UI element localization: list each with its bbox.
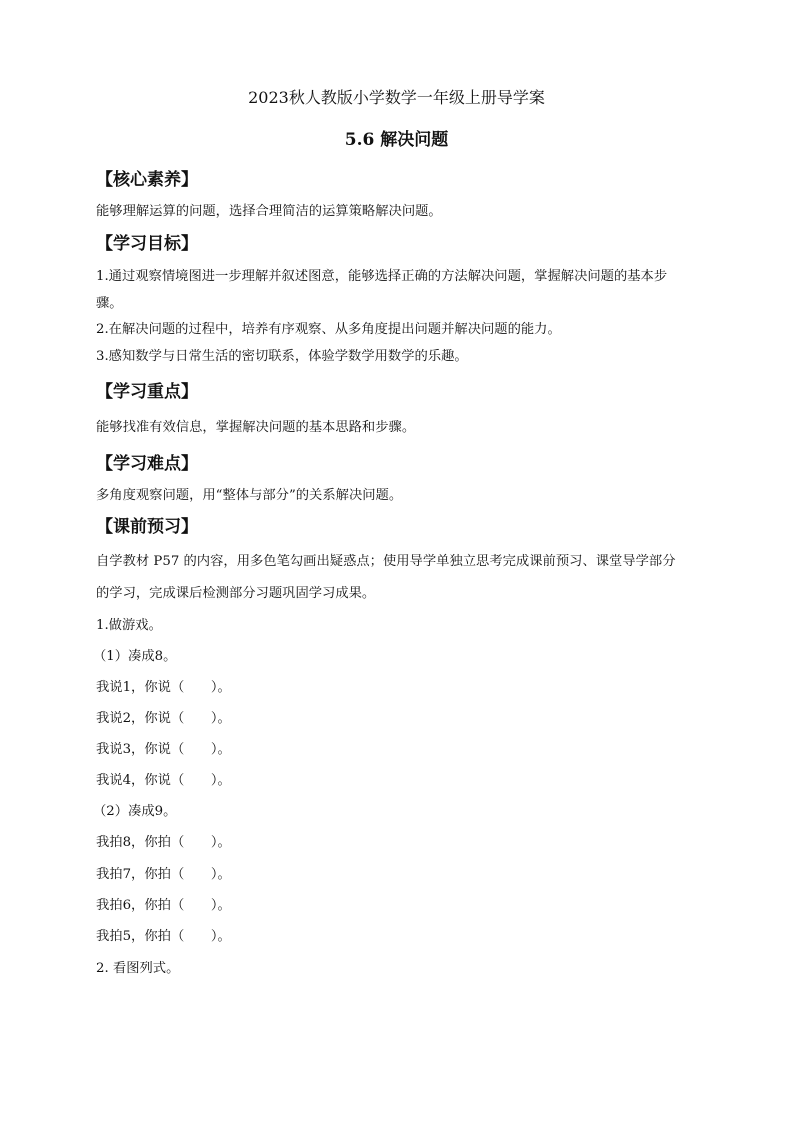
objective-line: 3.感知数学与日常生活的密切联系，体验学数学用数学的乐趣。 [96, 349, 468, 364]
fill-blank-line: 我拍5，你拍（ ）。 [96, 929, 231, 944]
key-points-line: 能够找准有效信息，掌握解决问题的基本思路和步骤。 [96, 420, 416, 435]
difficulties-line: 多角度观察问题，用“整体与部分”的关系解决问题。 [96, 488, 403, 503]
fill-blank-line: 我拍6，你拍（ ）。 [96, 898, 231, 913]
core-literacy-line: 能够理解运算的问题，选择合理简洁的运算策略解决问题。 [96, 204, 442, 219]
fill-blank-line: 我说1，你说（ ）。 [96, 680, 231, 695]
fill-blank-line: 我说2，你说（ ）。 [96, 711, 231, 726]
heading-key-points: 【学习重点】 [96, 382, 198, 402]
objective-line: 1.通过观察情境图进一步理解并叙述图意，能够选择正确的方法解决问题，掌握解决问题的基本步 [96, 269, 668, 284]
game-item: 1.做游戏。 [96, 618, 162, 633]
heading-preview: 【课前预习】 [96, 517, 198, 537]
fill-blank-line: 我拍7，你拍（ ）。 [96, 867, 231, 882]
preview-line: 自学教材 P57 的内容，用多色笔勾画出疑惑点；使用导学单独立思考完成课前预习、课堂导学部分 [96, 554, 676, 569]
game-subitem: （1）凑成8。 [93, 649, 177, 664]
heading-difficulties: 【学习难点】 [96, 454, 198, 474]
fill-blank-line: 我说4，你说（ ）。 [96, 773, 231, 788]
fill-blank-line: 我说3，你说（ ）。 [96, 742, 231, 757]
preview-line: 的学习，完成课后检测部分习题巩固学习成果。 [96, 586, 376, 601]
objective-line: 2.在解决问题的过程中，培养有序观察、从多角度提出问题并解决问题的能力。 [96, 322, 561, 337]
objective-line: 骤。 [96, 296, 123, 311]
heading-learning-objectives: 【学习目标】 [96, 234, 198, 254]
document-title: 2023秋人教版小学数学一年级上册导学案 [248, 88, 545, 107]
lesson-title: 5.6 解决问题 [344, 130, 449, 150]
fill-blank-line: 我拍8，你拍（ ）。 [96, 835, 231, 850]
heading-core-literacy: 【核心素养】 [96, 170, 198, 190]
picture-equation-item: 2. 看图列式。 [96, 961, 180, 976]
game-subitem: （2）凑成9。 [93, 804, 177, 819]
